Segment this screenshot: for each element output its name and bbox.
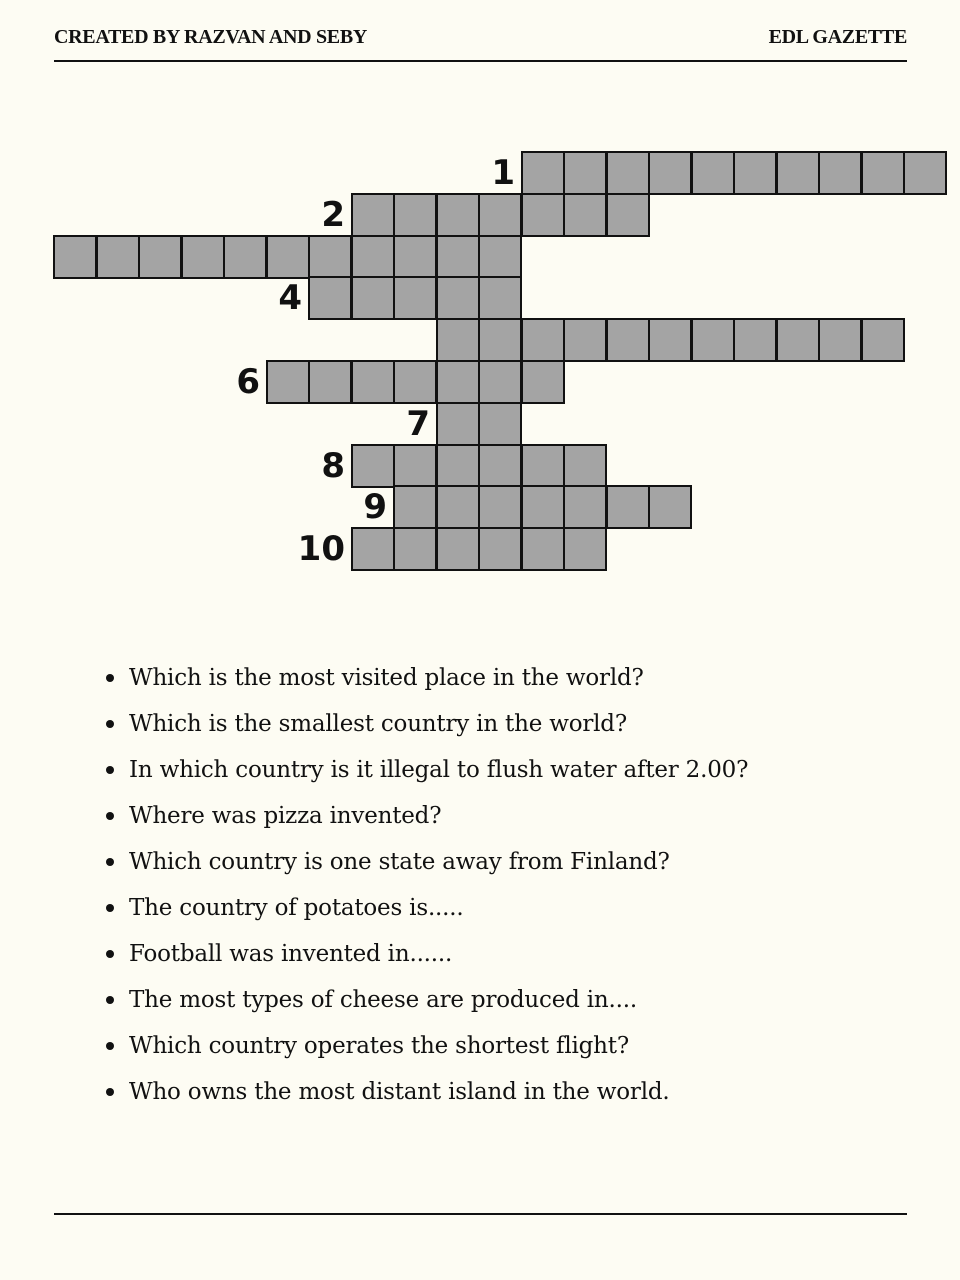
crossword-cell[interactable]	[563, 527, 607, 571]
question-item	[104, 747, 782, 793]
crossword-cell[interactable]	[266, 235, 310, 279]
header-credits: CREATED BY RAZVAN AND SEBY	[54, 26, 368, 48]
clue-number-4: 4	[278, 278, 302, 318]
crossword-cell[interactable]	[308, 276, 352, 320]
crossword-cell[interactable]	[351, 527, 395, 571]
crossword-cell[interactable]	[521, 151, 565, 195]
crossword-cell[interactable]	[733, 151, 777, 195]
question-item	[104, 701, 782, 747]
crossword-cell[interactable]	[393, 444, 437, 488]
clue-number-8: 8	[321, 446, 345, 486]
clue-number-6: 6	[236, 362, 260, 402]
question-text: The country of potatoes is.....	[129, 895, 464, 921]
crossword-cell[interactable]	[181, 235, 225, 279]
header-publication: EDL GAZETTE	[768, 26, 907, 48]
crossword-cell[interactable]	[266, 360, 310, 404]
bullet-icon	[106, 996, 114, 1004]
crossword-cell[interactable]	[521, 444, 565, 488]
bullet-icon	[106, 674, 114, 682]
crossword-cell[interactable]	[691, 151, 735, 195]
question-item	[104, 839, 782, 885]
question-text: Football was invented in......	[129, 941, 453, 967]
clue-number-10: 10	[297, 529, 345, 569]
crossword-cell[interactable]	[436, 318, 480, 362]
question-item	[104, 1069, 782, 1115]
clue-number-9: 9	[363, 487, 387, 527]
crossword-cell[interactable]	[436, 527, 480, 571]
crossword-cell[interactable]	[648, 318, 692, 362]
crossword-cell[interactable]	[436, 485, 480, 529]
crossword-cell[interactable]	[478, 444, 522, 488]
crossword-cell[interactable]	[521, 485, 565, 529]
question-list	[104, 655, 782, 1115]
crossword-cell[interactable]	[351, 276, 395, 320]
crossword-cell[interactable]	[393, 360, 437, 404]
question-text: Which is the smallest country in the world?	[129, 711, 627, 737]
crossword-cell[interactable]	[903, 151, 947, 195]
crossword-cell[interactable]	[648, 485, 692, 529]
bullet-icon	[106, 812, 114, 820]
footer-divider	[54, 1213, 907, 1215]
bullet-icon	[106, 1088, 114, 1096]
question-text: Where was pizza invented?	[129, 803, 442, 829]
crossword-cell[interactable]	[351, 235, 395, 279]
crossword-cell[interactable]	[96, 235, 140, 279]
crossword-cell[interactable]	[776, 151, 820, 195]
crossword-cell[interactable]	[436, 193, 480, 237]
crossword-cell[interactable]	[606, 318, 650, 362]
question-text: The most types of cheese are produced in....	[129, 987, 637, 1013]
question-text: Which is the most visited place in the world?	[129, 665, 644, 691]
crossword-cell[interactable]	[776, 318, 820, 362]
question-item	[104, 793, 782, 839]
bullet-icon	[106, 858, 114, 866]
crossword-cell[interactable]	[521, 193, 565, 237]
question-text: Which country operates the shortest flight?	[129, 1033, 629, 1059]
crossword-cell[interactable]	[478, 318, 522, 362]
crossword-cell[interactable]	[478, 235, 522, 279]
crossword-cell[interactable]	[436, 402, 480, 446]
bullet-icon	[106, 766, 114, 774]
crossword-cell[interactable]	[606, 193, 650, 237]
bullet-icon	[106, 1042, 114, 1050]
crossword-cell[interactable]	[818, 318, 862, 362]
question-text: In which country is it illegal to flush water after 2.00?	[129, 757, 749, 783]
crossword-cell[interactable]	[861, 151, 905, 195]
crossword-cell[interactable]	[521, 318, 565, 362]
crossword-cell[interactable]	[563, 151, 607, 195]
crossword-grid	[0, 0, 960, 620]
crossword-cell[interactable]	[478, 193, 522, 237]
crossword-cell[interactable]	[308, 235, 352, 279]
crossword-cell[interactable]	[436, 235, 480, 279]
crossword-cell[interactable]	[563, 485, 607, 529]
crossword-cell[interactable]	[861, 318, 905, 362]
crossword-cell[interactable]	[436, 360, 480, 404]
clue-number-1: 1	[491, 153, 515, 193]
crossword-cell[interactable]	[521, 360, 565, 404]
crossword-cell[interactable]	[138, 235, 182, 279]
crossword-cell[interactable]	[351, 193, 395, 237]
crossword-cell[interactable]	[308, 360, 352, 404]
crossword-cell[interactable]	[606, 151, 650, 195]
bullet-icon	[106, 950, 114, 958]
question-item	[104, 655, 782, 701]
clue-number-2: 2	[321, 195, 345, 235]
crossword-cell[interactable]	[478, 527, 522, 571]
clue-number-7: 7	[406, 404, 430, 444]
crossword-cell[interactable]	[351, 360, 395, 404]
crossword-cell[interactable]	[606, 485, 650, 529]
crossword-cell[interactable]	[393, 276, 437, 320]
crossword-cell[interactable]	[691, 318, 735, 362]
crossword-cell[interactable]	[478, 276, 522, 320]
crossword-cell[interactable]	[563, 193, 607, 237]
crossword-cell[interactable]	[478, 360, 522, 404]
bullet-icon	[106, 720, 114, 728]
question-item	[104, 977, 782, 1023]
crossword-cell[interactable]	[478, 485, 522, 529]
crossword-cell[interactable]	[563, 444, 607, 488]
question-text: Who owns the most distant island in the world.	[129, 1079, 670, 1105]
question-item	[104, 885, 782, 931]
question-item	[104, 1023, 782, 1069]
crossword-cell[interactable]	[436, 276, 480, 320]
crossword-cell[interactable]	[648, 151, 692, 195]
crossword-cell[interactable]	[393, 193, 437, 237]
crossword-cell[interactable]	[393, 527, 437, 571]
crossword-cell[interactable]	[393, 485, 437, 529]
crossword-cell[interactable]	[818, 151, 862, 195]
crossword-cell[interactable]	[436, 444, 480, 488]
crossword-cell[interactable]	[733, 318, 777, 362]
crossword-cell[interactable]	[223, 235, 267, 279]
crossword-cell[interactable]	[521, 527, 565, 571]
bullet-icon	[106, 904, 114, 912]
crossword-cell[interactable]	[351, 444, 395, 488]
question-text: Which country is one state away from Finland?	[129, 849, 670, 875]
crossword-cell[interactable]	[53, 235, 97, 279]
crossword-cell[interactable]	[478, 402, 522, 446]
question-item	[104, 931, 782, 977]
crossword-cell[interactable]	[563, 318, 607, 362]
crossword-cell[interactable]	[393, 235, 437, 279]
